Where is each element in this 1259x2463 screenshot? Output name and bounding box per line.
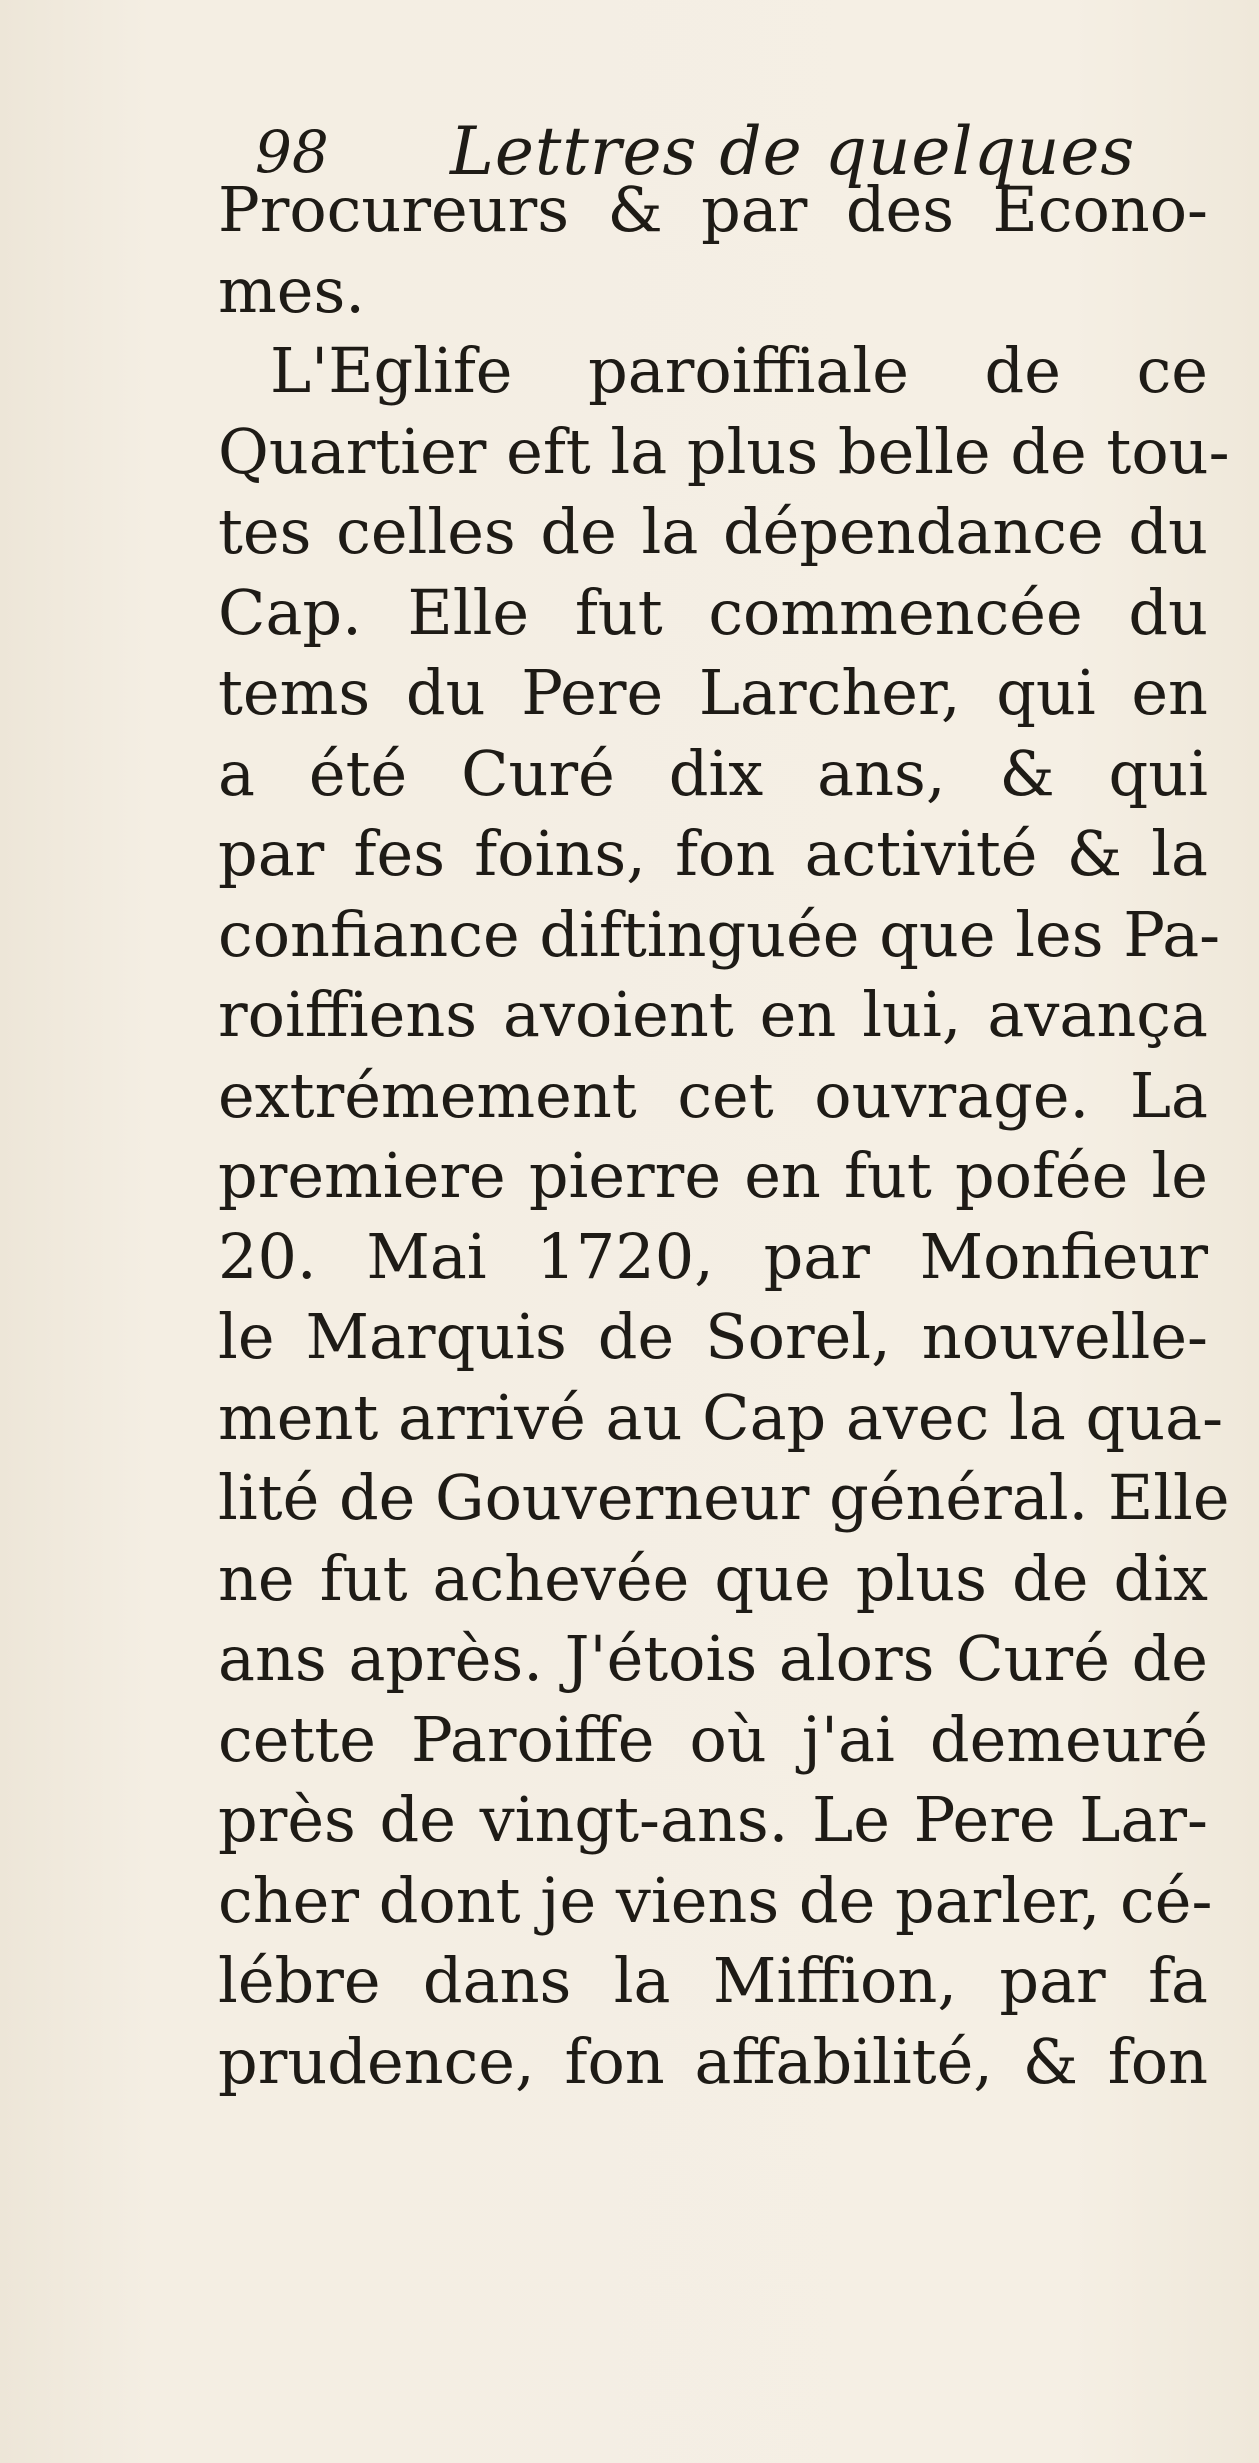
text-line: lébre dans la Miffion, par fa xyxy=(218,1944,1208,2017)
text-line: le Marquis de Sorel, nouvelle- xyxy=(218,1300,1208,1373)
text-line: L'Eglife paroiffiale de ce xyxy=(270,334,1208,407)
text-line: par fes foins, fon activité & la xyxy=(218,817,1208,890)
text-line: prudence, fon affabilité, & fon xyxy=(218,2024,1208,2098)
text-line: Quartier eft la plus belle de tou- xyxy=(218,414,1230,488)
text-line: 20. Mai 1720, par Monfieur xyxy=(218,1219,1208,1293)
text-line: lité de Gouverneur général. Elle xyxy=(218,1461,1230,1534)
text-line: tems du Pere Larcher, qui en xyxy=(218,656,1208,729)
text-line: cher dont je viens de parler, cé- xyxy=(218,1863,1213,1937)
text-line: confiance diftinguée que les Pa- xyxy=(218,897,1221,971)
text-line: mes. xyxy=(218,253,366,327)
text-line: roiffiens avoient en lui, avança xyxy=(218,978,1208,1051)
text-line: ne fut achevée que plus de dix xyxy=(218,1541,1208,1615)
text-line: cette Paroiffe où j'ai demeuré xyxy=(218,1702,1208,1776)
text-line: extrémement cet ouvrage. La xyxy=(218,1058,1208,1132)
text-line: tes celles de la dépendance du xyxy=(218,495,1208,568)
text-line: a été Curé dix ans, & qui xyxy=(218,736,1208,810)
text-line: Procureurs & par des Econo- xyxy=(218,173,1208,246)
text-line: premiere pierre en fut pofée le xyxy=(218,1139,1208,1212)
page-number: 98 xyxy=(255,118,329,186)
running-title: Lettres de quelques xyxy=(450,113,1136,190)
body-text xyxy=(218,170,1230,2102)
text-line: près de vingt-ans. Le Pere Lar- xyxy=(218,1783,1208,1856)
text-line: ment arrivé au Cap avec la qua- xyxy=(218,1380,1224,1454)
text-line: Cap. Elle fut commencée du xyxy=(218,575,1208,649)
text-line: ans après. J'étois alors Curé de xyxy=(218,1622,1208,1695)
